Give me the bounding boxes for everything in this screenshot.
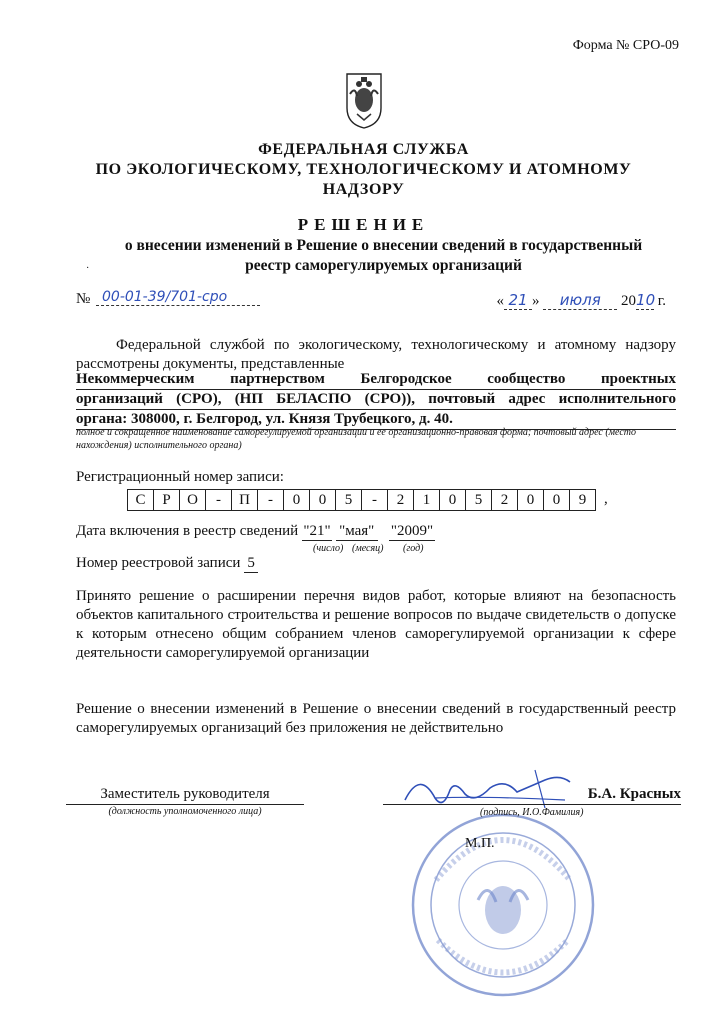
registration-char-box: 0 <box>517 489 544 511</box>
number-label: № <box>76 291 91 307</box>
organization-line-3: органа: 308000, г. Белгород, ул. Князя Трубецкого, д. 40. <box>76 410 676 430</box>
registration-char-box: 0 <box>543 489 570 511</box>
registration-label: Регистрационный номер записи: <box>76 469 284 485</box>
decision-date <box>497 291 666 310</box>
date-year-end: г. <box>657 293 666 309</box>
registration-char-box: 2 <box>387 489 414 511</box>
subtitle-line-1: о внесении изменений в Решение о внесении сведений в государственный <box>124 237 643 254</box>
agency-line-2: ПО ЭКОЛОГИЧЕСКОМУ, ТЕХНОЛОГИЧЕСКОМУ И АТОМНОМУ <box>95 161 632 178</box>
document-title: РЕШЕНИЕ <box>297 215 430 234</box>
registration-char-box: - <box>361 489 388 511</box>
intro-paragraph: Федеральной службой по экологическому, технологическому и атомному надзору рассмотрены документы, представленные <box>76 337 676 372</box>
registry-entry <box>76 555 258 573</box>
stamp-place-label: М.П. <box>465 836 495 851</box>
registration-char-box: Р <box>153 489 180 511</box>
decision-paragraph: Принято решение о расширении перечня видов работ, которые влияют на безопасность объектов капитального строительства и решение вопросов по выдаче свидетельств о допуске к которым отнесено общим собранием членов саморегулируемой организации к сфере деятельности саморегулируемой организации <box>76 588 676 661</box>
date-year-suffix: 10 <box>636 291 656 309</box>
signature-line <box>383 804 681 805</box>
inclusion-date <box>76 523 435 541</box>
agency-line-1: ФЕДЕРАЛЬНАЯ СЛУЖБА <box>258 141 469 158</box>
organization-note: полное и сокращенное наименование саморегулируемой организации и ее организационно-правовая форма; почтовый адрес (место нахождения) исполнительного органа) <box>76 427 636 451</box>
registration-char-box: С <box>127 489 154 511</box>
stray-mark: · <box>86 263 90 274</box>
validity-paragraph: Решение о внесении изменений в Решение о внесении сведений в государственный реестр саморегулируемых организаций без приложения не действительно <box>76 701 676 736</box>
coat-of-arms-icon <box>345 72 383 130</box>
organization-block <box>76 370 676 430</box>
registration-char-box: - <box>205 489 232 511</box>
inclusion-month-note: (месяц) <box>352 543 384 554</box>
registration-char-box: 0 <box>283 489 310 511</box>
registry-entry-value: 5 <box>244 555 258 573</box>
official-seal-icon <box>408 810 598 1000</box>
registry-entry-label: Номер реестровой записи <box>76 555 241 571</box>
signatory-position-note: (должность уполномоченного лица) <box>108 806 262 817</box>
inclusion-year-note: (год) <box>403 543 424 554</box>
registration-char-box: 2 <box>491 489 518 511</box>
registration-char-box: 0 <box>439 489 466 511</box>
date-day: 21 <box>504 291 532 310</box>
document-subtitle <box>60 236 707 276</box>
number-date-row <box>76 289 676 313</box>
inclusion-day-note: (число) <box>313 543 344 554</box>
date-close-quote: » <box>532 293 540 309</box>
date-year-prefix: 20 <box>621 293 637 309</box>
registration-char-box: 5 <box>465 489 492 511</box>
organization-line-1: Некоммерческим партнерством Белгородское сообщество проектных <box>76 370 676 390</box>
date-open-quote: « <box>496 293 505 309</box>
signatory-name: Б.А. Красных <box>587 786 681 802</box>
registration-char-box: 9 <box>569 489 596 511</box>
inclusion-month: "мая" <box>336 523 378 541</box>
organization-line-2: организаций (СРО), (НП БЕЛАСПО (СРО)), почтовый адрес исполнительного <box>76 390 676 410</box>
form-number: Форма № СРО-09 <box>572 38 679 53</box>
registration-char-box: - <box>257 489 284 511</box>
registration-char-box: О <box>179 489 206 511</box>
registration-char-box: 1 <box>413 489 440 511</box>
inclusion-label: Дата включения в реестр сведений <box>76 523 299 539</box>
subtitle-line-2: реестр саморегулируемых организаций <box>245 257 522 274</box>
agency-name <box>0 140 727 200</box>
decision-number: 00-01-39/701-сро <box>96 289 260 306</box>
agency-line-3: НАДЗОРУ <box>322 181 405 198</box>
signatory-name-note: (подпись, И.О.Фамилия) <box>480 807 584 818</box>
date-month: июля <box>543 291 617 310</box>
inclusion-day: "21" <box>303 523 331 539</box>
registration-char-box: 0 <box>309 489 336 511</box>
inclusion-year: "2009" <box>390 523 434 539</box>
registration-char-box: 5 <box>335 489 362 511</box>
registration-comma: , <box>604 491 608 507</box>
registration-number-boxes <box>128 489 596 511</box>
registration-char-box: П <box>231 489 258 511</box>
signatory-position: Заместитель руководителя <box>66 786 304 805</box>
